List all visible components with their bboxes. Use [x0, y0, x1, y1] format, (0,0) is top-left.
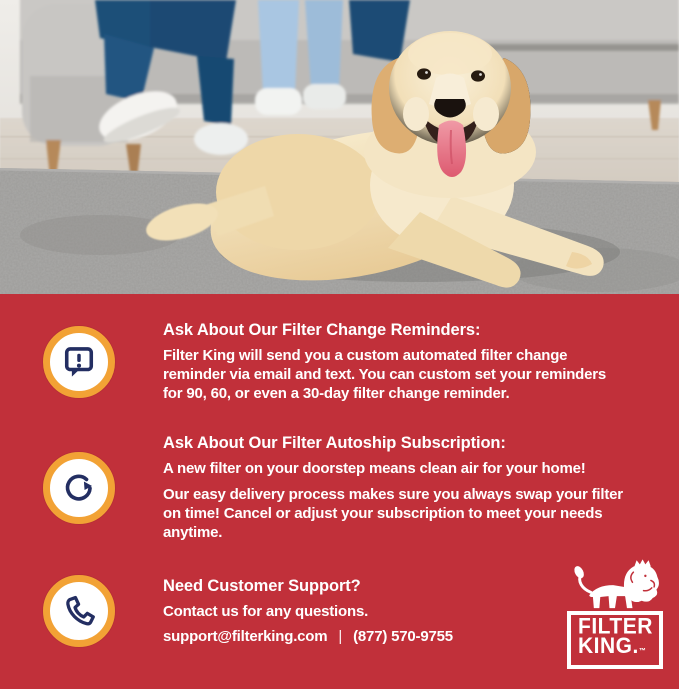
phone-icon [60, 592, 98, 630]
trademark-symbol: ™ [638, 647, 646, 656]
logo-word-filter: FILTER [578, 614, 653, 639]
info-panel [0, 294, 679, 689]
logo-wordmark-box [567, 611, 663, 669]
reminders-line-1: Filter King will send you a custom automated filter change [163, 347, 568, 364]
dog-eye-left [417, 68, 431, 79]
hero-photo [0, 0, 679, 294]
reminders-heading: Ask About Our Filter Change Reminders: [163, 321, 481, 339]
speech-bubble-exclamation-icon [60, 343, 98, 381]
reminders-icon-badge [43, 326, 115, 398]
support-heading: Need Customer Support? [163, 577, 361, 595]
reminders-row [43, 320, 679, 403]
logo-word-king: KING.™ [578, 634, 646, 659]
autoship-icon-badge [43, 452, 115, 524]
filter-king-logo [566, 558, 664, 669]
autoship-line-2: on time! Cancel or adjust your subscription to meet your needs [163, 505, 603, 522]
autoship-line-3: anytime. [163, 524, 223, 541]
contact-separator: | [338, 628, 343, 645]
support-icon-badge [43, 575, 115, 647]
autoship-heading: Ask About Our Filter Autoship Subscription: [163, 434, 506, 452]
refresh-autoship-icon [60, 469, 98, 507]
dog-eye-right [471, 70, 485, 81]
living-room-scene [0, 0, 679, 294]
autoship-lead: A new filter on your doorstep means clean air for your home! [163, 460, 586, 477]
reminders-line-3: for 90, 60, or even a 30-day filter change reminder. [163, 385, 510, 402]
support-line-1: Contact us for any questions. [163, 603, 369, 620]
support-phone: (877) 570-9755 [353, 628, 453, 645]
autoship-line-1: Our easy delivery process makes sure you always swap your filter [163, 486, 623, 503]
support-text [163, 576, 453, 646]
reminders-line-2: reminder via email and text. You can custom set your reminders [163, 366, 607, 383]
support-contact-line [163, 627, 453, 646]
dog-hindquarters [216, 134, 380, 250]
support-email: support@filterking.com [163, 628, 328, 645]
reminders-text [163, 320, 606, 403]
lion-crown-icon [569, 558, 661, 614]
autoship-text [163, 433, 623, 542]
autoship-row [43, 433, 679, 542]
